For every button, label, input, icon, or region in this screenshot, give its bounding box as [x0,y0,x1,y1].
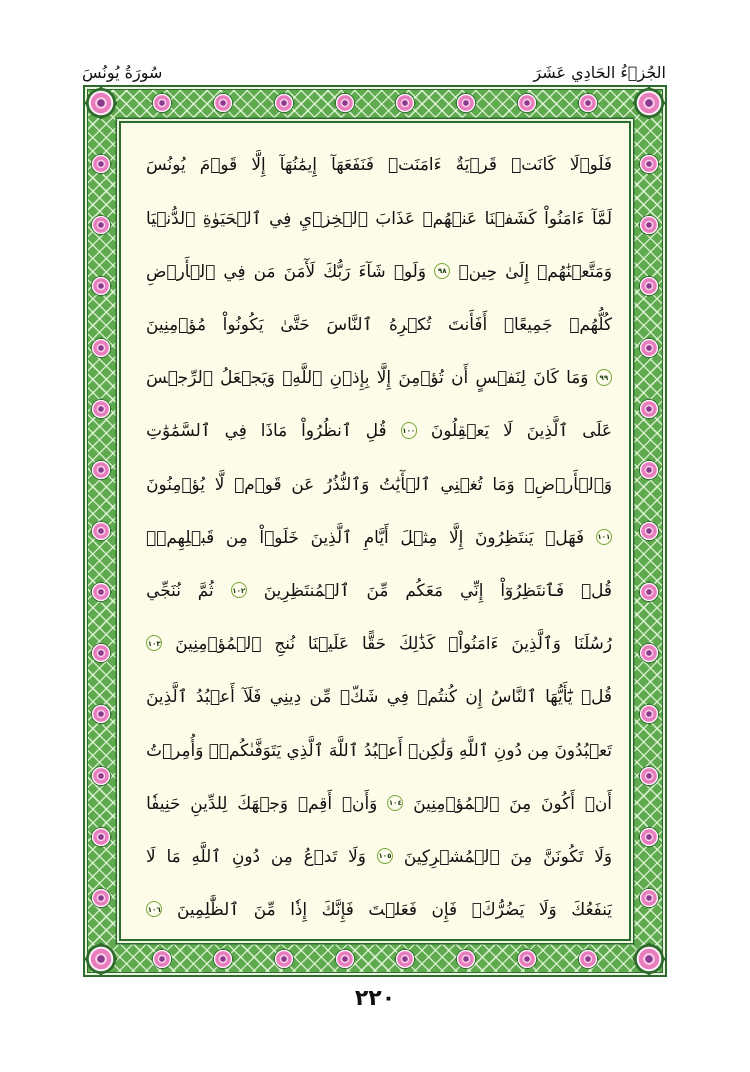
word: رُسُلَنَا [573,633,612,654]
quran-line [146,404,612,457]
word: ٱلنَّاسَ [326,314,373,335]
flower-ornament [455,948,478,971]
ayah-number-marker: ٩٩ [596,369,612,385]
word: قَرۡيَةٌ [455,154,497,175]
flower-ornament [638,459,661,482]
word: إِن [465,686,483,707]
flower-ornament [638,275,661,298]
word: تُؤۡمِنَ [398,367,444,388]
flower-ornament [90,764,113,787]
flower-ornament [333,948,356,971]
word: فِي [269,207,292,228]
word: ٱللَّهِ [458,739,489,760]
word: فَلَآ [243,686,262,707]
word: جَمِيعًاۚ [503,314,553,335]
word: حَنِيفٗا [146,792,181,813]
quran-line [146,191,612,244]
flower-ornament [638,214,661,237]
word: ٱللَّهَ [328,739,359,760]
word: ءَامَنَتۡ [388,154,442,175]
word: ٱلرِّجۡسَ [146,367,213,388]
word: ٱلَّذِينَ [310,526,353,547]
word: يَضُرُّكَۖ [471,899,525,920]
quran-line [146,510,612,563]
word: لِلدِّينِ [190,792,228,813]
word: مِن [527,739,550,760]
word: فَلَوۡلَا [569,154,612,175]
word: يَنفَعُكَ [571,899,612,920]
word: شَآءَ [358,260,386,281]
word: ثُمَّ [197,579,214,600]
flower-ornament [90,336,113,359]
ayah-number-marker: ١٠٠ [401,422,417,438]
ayah-number-marker: ٩٨ [434,263,450,279]
quran-line [146,298,612,351]
quran-line [146,564,612,617]
word: لَا [146,845,156,866]
word: فِي [224,420,247,441]
word: ٱلَّذِينَ [526,420,569,441]
word: ٱلدُّنۡيَا [146,207,196,228]
flower-ornament [455,92,478,115]
word: أَقِمۡ [297,792,333,813]
word: إِلَّا [251,154,266,175]
word: إِلَّا [376,367,392,388]
corner-flower-ornament [84,86,118,120]
word: مَن [253,260,276,281]
flower-ornament [394,948,417,971]
word: أَكُونَ [541,792,575,813]
word: تَكُونَنَّ [543,845,584,866]
word: إِيمَٰنُهَآ [279,154,317,175]
flower-ornament [90,397,113,420]
quran-line [146,883,612,936]
word: تُغۡنِي [440,473,483,494]
word: ءَامَنُواْ [544,207,585,228]
word: عَن [291,473,315,494]
flower-ornament [272,92,295,115]
word: عَنۡهُمۡ [422,207,477,228]
word: مِّنَ [253,899,276,920]
word: قَوۡمَ [199,154,238,175]
word: قُلِ [365,420,387,441]
ayah-number-marker: ١٠١ [596,529,612,545]
word: وَجۡهَكَ [237,792,289,813]
flower-ornament [151,948,174,971]
flower-ornament [90,214,113,237]
word: لَمَّآ [591,207,612,228]
word: بِإِذۡنِ [329,367,370,388]
ayah-number-marker: ١٠٣ [146,635,162,651]
word: وَلَٰكِنۡ [408,739,454,760]
word: أَنۡ [584,792,612,813]
word: عَلَيۡنَا [307,633,350,654]
flower-ornament [151,92,174,115]
word: وَٱلنُّذُرُ [324,473,370,494]
flower-ornament [90,520,113,543]
flower-ornament [577,948,600,971]
word: حِينٖ [458,260,498,281]
word: وَٱلَّذِينَ [511,633,561,654]
word: نُنَجِّي [146,579,181,600]
flower-ornament [638,703,661,726]
word: أَعۡبُدُ [363,739,403,760]
quran-line [146,244,612,297]
word: يَتَوَفَّىٰكُمۡۖ [208,739,282,760]
flower-ornament [90,642,113,665]
word: يُؤۡمِنُونَ [146,473,205,494]
word: ٱلۡأٓيَٰتُ [379,473,431,494]
word: عَلَى [582,420,612,441]
corner-flower-ornament [632,86,666,120]
word: حَقًّا [361,633,387,654]
word: وَمَتَّعۡنَٰهُمۡ [537,260,612,281]
word: كُنتُمۡ [417,686,457,707]
corner-flower-ornament [84,942,118,976]
word: خَلَوۡاْ [259,526,299,547]
quran-line [146,776,612,829]
flower-ornament [394,92,417,115]
word: مِنَ [510,845,533,866]
quran-line [146,670,612,723]
flower-ornament [90,703,113,726]
word: ٱلۡأَرۡضِ [146,260,216,281]
word: تُكۡرِهُ [389,314,432,335]
flower-ornament [638,153,661,176]
word: إِذٗا [290,899,308,920]
word: إِلَىٰ [505,260,530,281]
ayah-number-marker: ١٠٤ [387,795,403,811]
word: ٱلۡمُشۡرِكِينَ [403,845,500,866]
word: مِن [270,845,293,866]
word: كَشَفۡنَا [484,207,537,228]
word: وَأَنۡ [341,792,378,813]
word: إِلَّا [449,526,464,547]
quran-line [146,723,612,776]
word: لَأٓمَنَ [283,260,316,281]
flower-ornament [638,581,661,604]
quran-line [146,457,612,510]
flower-ornament [333,92,356,115]
word: قُلۡ [580,579,612,600]
word: مَا [166,845,181,866]
word: ٱلۡحَيَوٰةِ [202,207,262,228]
word: قَوۡمٖ [234,473,282,494]
word: وَمَا [566,367,589,388]
word: مَعَكُم [405,579,444,600]
word: دِينِي [269,686,302,707]
word: يُونُسَ [146,154,186,175]
word: كُلُّهُمۡ [569,314,612,335]
flower-ornament [272,948,295,971]
flower-ornament [638,397,661,420]
quran-line [146,351,612,404]
word: إِنِّي [459,579,484,600]
flower-ornament [638,887,661,910]
word: تَعۡبُدُونَ [554,739,612,760]
word: مُؤۡمِنِينَ [146,314,207,335]
word: فَعَلۡتَ [368,899,417,920]
page-number: ٢٢٠ [354,986,396,1011]
word: ٱللَّهِۚ [282,367,323,388]
quran-line [146,617,612,670]
corner-flower-ornament [632,942,666,976]
flower-ornament [516,92,539,115]
word: ٱلنَّاسُ [490,686,537,707]
word: وَٱلۡأَرۡضِۚ [524,473,612,494]
word: يَعۡقِلُونَ [430,420,490,441]
word: لِنَفۡسٍ [475,367,526,388]
word: مِّن [309,686,332,707]
word: دُونِ [231,845,261,866]
word: ٱلۡمُؤۡمِنِينَ [413,792,500,813]
word: كَذَٰلِكَ [398,633,436,654]
word: مِن [225,526,248,547]
word: فَنَفَعَهَآ [331,154,374,175]
word: كَانَتۡ [511,154,556,175]
word: لَا [503,420,513,441]
word: أَفَأَنتَ [447,314,488,335]
flower-ornament [638,825,661,848]
flower-ornament [211,948,234,971]
word: حَتَّىٰ [280,314,310,335]
word: ٱلۡخِزۡيِ [298,207,368,228]
ayah-number-marker: ١٠٢ [231,582,247,598]
word: مِثۡلَ [400,526,438,547]
word: ٱلۡمُنتَظِرِينَ [263,579,350,600]
flower-ornament [638,764,661,787]
word: تَدۡعُ [303,845,338,866]
word: وَلَوۡ [393,260,426,281]
flower-ornament [638,520,661,543]
word: فَهَلۡ [545,526,585,547]
word: نُنجِ [274,633,296,654]
word: لَّا [214,473,225,494]
flower-ornament [577,92,600,115]
flower-ornament [516,948,539,971]
word: رَبُّكَ [323,260,351,281]
word: وَلَا [348,845,366,866]
flower-ornament [638,642,661,665]
word: فِي [223,260,246,281]
word: يَكُونُواْ [222,314,264,335]
word: دُونِ [493,739,523,760]
flower-ornament [90,581,113,604]
word: ٱلَّذِينَ [146,686,188,707]
word: فَٱنتَظِرُوٓاْ [500,579,565,600]
word: قَبۡلِهِمۡۚ [146,526,215,547]
ayah-number-marker: ١٠٥ [377,848,393,864]
flower-ornament [638,336,661,359]
word: وَلَا [538,899,557,920]
word: ٱلۡمُؤۡمِنِينَ [175,633,262,654]
flower-ornament [211,92,234,115]
quran-line [146,829,612,882]
word: فَإِن [431,899,458,920]
word: ءَامَنُواْۚ [448,633,499,654]
quran-text-block [146,138,612,936]
word: كَانَ [533,367,559,388]
word: ٱلَّذِي [286,739,324,760]
flower-ornament [90,825,113,848]
word: عَذَابَ [375,207,415,228]
word: ٱللَّهِ [191,845,222,866]
word: قُلۡ [580,686,612,707]
word: مَاذَا [260,420,288,441]
flower-ornament [90,275,113,298]
quran-line [146,138,612,191]
word: ٱنظُرُواْ [301,420,352,441]
word: يَنتَظِرُونَ [475,526,534,547]
word: وَمَا [492,473,515,494]
word: مِّنَ [366,579,389,600]
word: وَلَا [594,845,612,866]
word: يَٰٓأَيُّهَا [545,686,573,707]
word: مِنَ [509,792,532,813]
flower-ornament [90,887,113,910]
word: أَن [451,367,469,388]
word: أَعۡبُدُ [195,686,235,707]
word: أَيَّامِ [363,526,389,547]
word: وَيَجۡعَلُ [220,367,275,388]
word: فَإِنَّكَ [321,899,354,920]
ayah-number-marker: ١٠٦ [146,901,162,917]
word: وَأُمِرۡتُ [146,739,204,760]
word: شَكّٖ [339,686,379,707]
word: ٱلظَّٰلِمِينَ [176,899,240,920]
juz-name-header: الجُزۡءُ الحَادِي عَشَرَ [533,63,666,82]
word: ٱلسَّمَٰوَٰتِ [146,420,211,441]
flower-ornament [90,153,113,176]
flower-ornament [90,459,113,482]
word: فِي [386,686,409,707]
surah-name-header: سُورَةُ يُونُسَ [82,63,163,82]
